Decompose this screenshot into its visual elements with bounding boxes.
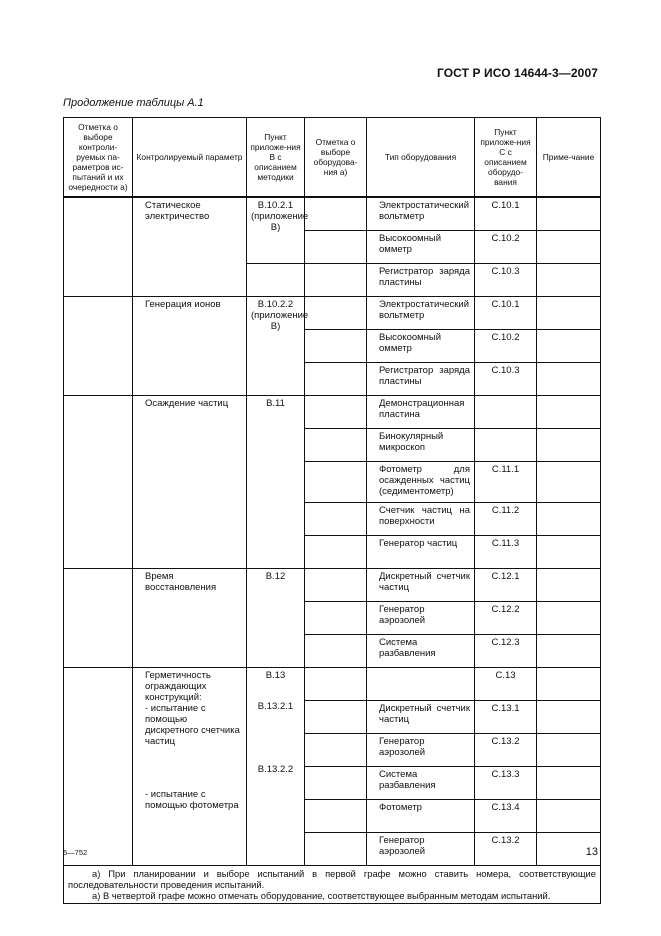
equip-cell: Регистратор заряда пластины xyxy=(367,363,475,396)
c-ref-cell: C.13 xyxy=(475,668,537,701)
note-cell xyxy=(537,462,601,503)
equip-mark-cell xyxy=(305,767,367,800)
selection-cell xyxy=(64,668,133,866)
col-header: Пункт приложе-ния С с описанием оборудо-вания xyxy=(475,118,537,198)
equip-mark-cell xyxy=(305,363,367,396)
footnote-1: а) При планировании и выборе испытаний в первой графе можно ставить номера, соответствующие последовательности проведения испытаний. xyxy=(68,868,596,890)
note-cell xyxy=(537,536,601,569)
col-header: Отметка о выборе оборудова-ния а) xyxy=(305,118,367,198)
col-header: Пункт приложе-ния В с описанием методики xyxy=(247,118,305,198)
equip-cell: Система разбавления xyxy=(367,635,475,668)
table-row xyxy=(64,197,601,231)
note-cell xyxy=(537,602,601,635)
param-cell: Генерация ионов xyxy=(133,297,247,396)
note-cell xyxy=(537,569,601,602)
footnotes-cell xyxy=(64,866,601,904)
param-cell: Статическое электричество xyxy=(133,197,247,297)
col-header: Приме-чание xyxy=(537,118,601,198)
equip-mark-cell xyxy=(305,264,367,297)
equip-mark-cell xyxy=(305,602,367,635)
c-ref-cell xyxy=(475,429,537,462)
equip-cell: Демонстрационная пластина xyxy=(367,396,475,429)
c-ref-cell: C.11.2 xyxy=(475,503,537,536)
b-ref-cell: B.10.2.1 (приложение В) xyxy=(247,197,305,264)
b-ref-main: B.13 xyxy=(265,670,286,681)
equip-mark-cell xyxy=(305,330,367,363)
equip-mark-cell xyxy=(305,701,367,734)
table-row xyxy=(64,569,601,602)
col-header: Отметка о выборе контроли-руемых па-раметров ис-пытаний и их очередности а) xyxy=(64,118,133,198)
equip-cell: Счетчик частиц на поверхности xyxy=(367,503,475,536)
selection-cell xyxy=(64,569,133,668)
selection-cell xyxy=(64,297,133,396)
param-title: Герметичность ограждающих конструкций: xyxy=(145,670,211,703)
equipment-table xyxy=(63,117,601,904)
equip-mark-cell xyxy=(305,429,367,462)
equip-cell: Генератор частиц xyxy=(367,536,475,569)
equip-mark-cell xyxy=(305,297,367,330)
c-ref-cell: C.10.1 xyxy=(475,297,537,330)
c-ref-cell: C.12.1 xyxy=(475,569,537,602)
note-cell xyxy=(537,767,601,800)
param-cell xyxy=(133,668,247,866)
note-cell xyxy=(537,734,601,767)
note-cell xyxy=(537,701,601,734)
col-header: Тип оборудования xyxy=(367,118,475,198)
c-ref-cell: C.11.1 xyxy=(475,462,537,503)
equip-mark-cell xyxy=(305,800,367,833)
equip-cell: Фотометр для осажденных частиц (седиментометр) xyxy=(367,462,475,503)
equip-mark-cell xyxy=(305,734,367,767)
equip-cell: Регистратор заряда пластины xyxy=(367,264,475,297)
b-ref-cell xyxy=(247,264,305,297)
b-ref-cell: B.12 xyxy=(247,569,305,668)
note-cell xyxy=(537,429,601,462)
equip-mark-cell xyxy=(305,668,367,701)
c-ref-cell xyxy=(475,396,537,429)
equip-cell: Высокоомный омметр xyxy=(367,231,475,264)
selection-cell xyxy=(64,197,133,297)
c-ref-cell: C.10.1 xyxy=(475,197,537,231)
table-caption: Продолжение таблицы А.1 xyxy=(63,97,204,109)
equip-cell: Бинокулярный микроскоп xyxy=(367,429,475,462)
c-ref-cell: C.12.2 xyxy=(475,602,537,635)
equip-cell: Генератор аэрозолей xyxy=(367,833,475,866)
c-ref-cell: C.13.1 xyxy=(475,701,537,734)
equip-mark-cell xyxy=(305,635,367,668)
equip-mark-cell xyxy=(305,833,367,866)
c-ref-cell: C.13.2 xyxy=(475,833,537,866)
table-row xyxy=(64,668,601,701)
note-cell xyxy=(537,264,601,297)
c-ref-cell: C.12.3 xyxy=(475,635,537,668)
equip-cell: Электростатический вольтметр xyxy=(367,197,475,231)
note-cell xyxy=(537,330,601,363)
col-header: Контролируемый параметр xyxy=(133,118,247,198)
b-ref-sub-2: B.13.2.2 xyxy=(257,764,294,775)
equip-cell: Электростатический вольтметр xyxy=(367,297,475,330)
equip-mark-cell xyxy=(305,569,367,602)
equip-cell: Дискретный счетчик частиц xyxy=(367,569,475,602)
equip-cell: Генератор аэрозолей xyxy=(367,734,475,767)
note-cell xyxy=(537,363,601,396)
equip-cell: Генератор аэрозолей xyxy=(367,602,475,635)
page-number: 13 xyxy=(585,846,598,858)
equip-cell: Система разбавления xyxy=(367,767,475,800)
note-cell xyxy=(537,231,601,264)
note-cell xyxy=(537,635,601,668)
print-code: 5—752 xyxy=(63,848,88,857)
equip-mark-cell xyxy=(305,503,367,536)
note-cell xyxy=(537,197,601,231)
param-sub-2: - испытание с помощью фотометра xyxy=(145,789,239,811)
equip-mark-cell xyxy=(305,231,367,264)
c-ref-cell: C.13.4 xyxy=(475,800,537,833)
selection-cell xyxy=(64,396,133,569)
note-cell xyxy=(537,396,601,429)
equip-cell xyxy=(367,668,475,701)
param-cell: Осаждение частиц xyxy=(133,396,247,569)
note-cell xyxy=(537,668,601,701)
param-sub-1: - испытание с помощью дискретного счетчика частиц xyxy=(145,703,240,747)
b-ref-cell: B.11 xyxy=(247,396,305,569)
table-row xyxy=(64,297,601,330)
param-cell: Время восстановления xyxy=(133,569,247,668)
equip-cell: Дискретный счетчик частиц xyxy=(367,701,475,734)
c-ref-cell: C.10.2 xyxy=(475,231,537,264)
c-ref-cell: C.10.2 xyxy=(475,330,537,363)
footnotes-row xyxy=(64,866,601,904)
equip-mark-cell xyxy=(305,197,367,231)
c-ref-cell: C.10.3 xyxy=(475,264,537,297)
c-ref-cell: C.11.3 xyxy=(475,536,537,569)
c-ref-cell: C.10.3 xyxy=(475,363,537,396)
table-row xyxy=(64,396,601,429)
b-ref-sub-1: B.13.2.1 xyxy=(257,701,294,712)
note-cell xyxy=(537,503,601,536)
standard-code: ГОСТ Р ИСО 14644-3—2007 xyxy=(436,66,598,80)
note-cell xyxy=(537,800,601,833)
c-ref-cell: C.13.3 xyxy=(475,767,537,800)
footnote-2: а) В четвертой графе можно отмечать оборудование, соответствующее выбранным методам испытаний. xyxy=(92,890,551,901)
table-header-row xyxy=(64,118,601,198)
equip-cell: Высокоомный омметр xyxy=(367,330,475,363)
b-ref-cell: B.10.2.2 (приложение В) xyxy=(247,297,305,396)
equip-cell: Фотометр xyxy=(367,800,475,833)
c-ref-cell: C.13.2 xyxy=(475,734,537,767)
note-cell xyxy=(537,297,601,330)
equip-mark-cell xyxy=(305,536,367,569)
equip-mark-cell xyxy=(305,462,367,503)
b-ref-cell xyxy=(247,668,305,866)
equip-mark-cell xyxy=(305,396,367,429)
